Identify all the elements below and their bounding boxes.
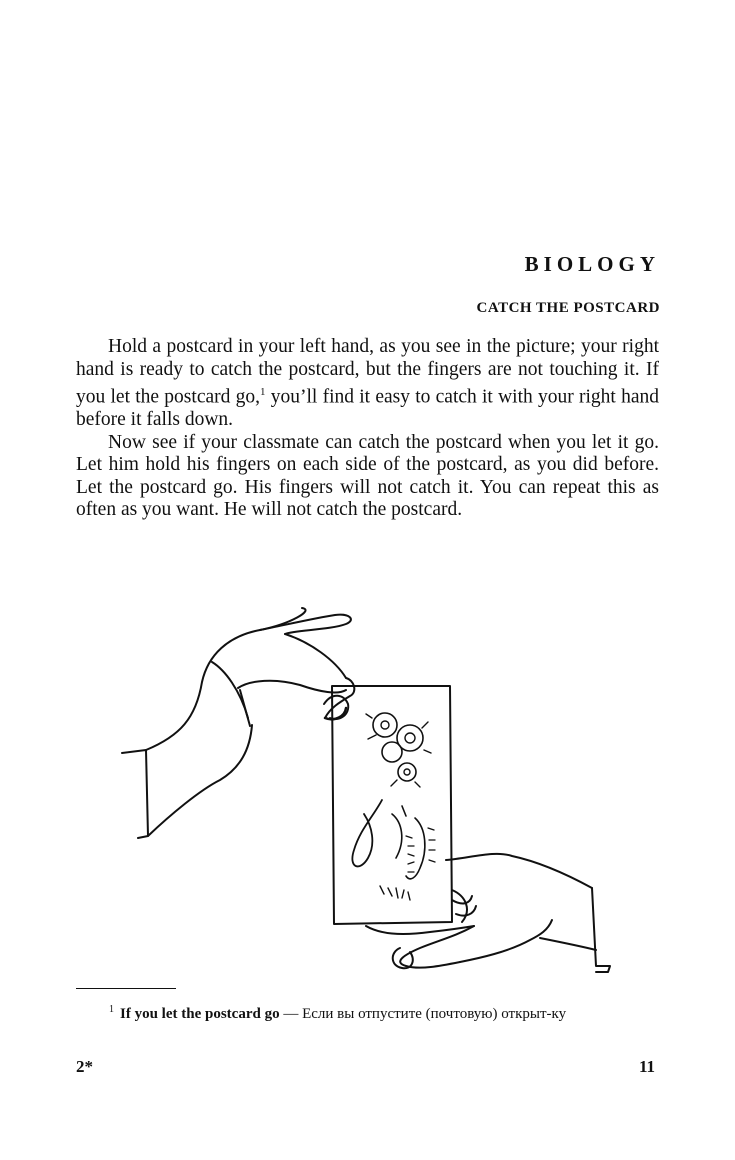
paragraph-1-continuation: you’ll find it easy to catch it with your right hand before it falls down. [76,386,659,430]
postcard-drawing [332,686,452,924]
paragraph-1-text: Hold a postcard in your left hand, as you see in the picture; your right hand is ready to catch the postcard, but the fingers are not touching it. If you let the postcard go, [76,336,659,408]
hands-and-postcard-illustration [110,600,630,980]
paragraph-2: Now see if your classmate can catch the postcard when you let it go. Let him hold his fingers on each side of the postcard, as you did before. Let the postcard go. His fingers will not catch it. You can repeat this as often as you want. He will not catch the postcard. [76,431,659,520]
footnote-translation: Если вы отпустите (почтовую) открыт-ку [302,1006,567,1022]
footnote-divider [76,988,176,989]
body-text [76,336,659,522]
footnote-reference: 1 [260,386,266,398]
footnote [76,1003,659,1025]
right-hand-drawing [366,854,610,972]
section-title: CATCH THE POSTCARD [476,300,660,316]
footnote-dash: — [279,1006,303,1022]
page-signature: 2* [76,1057,93,1076]
left-hand-drawing [122,608,354,838]
footnote-mark: 1 [109,1004,114,1015]
chapter-title: BIOLOGY [524,252,660,276]
paragraph-1 [76,336,659,432]
page-number: 11 [638,1057,655,1076]
footnote-english-phrase: If you let the postcard go [120,1006,280,1022]
